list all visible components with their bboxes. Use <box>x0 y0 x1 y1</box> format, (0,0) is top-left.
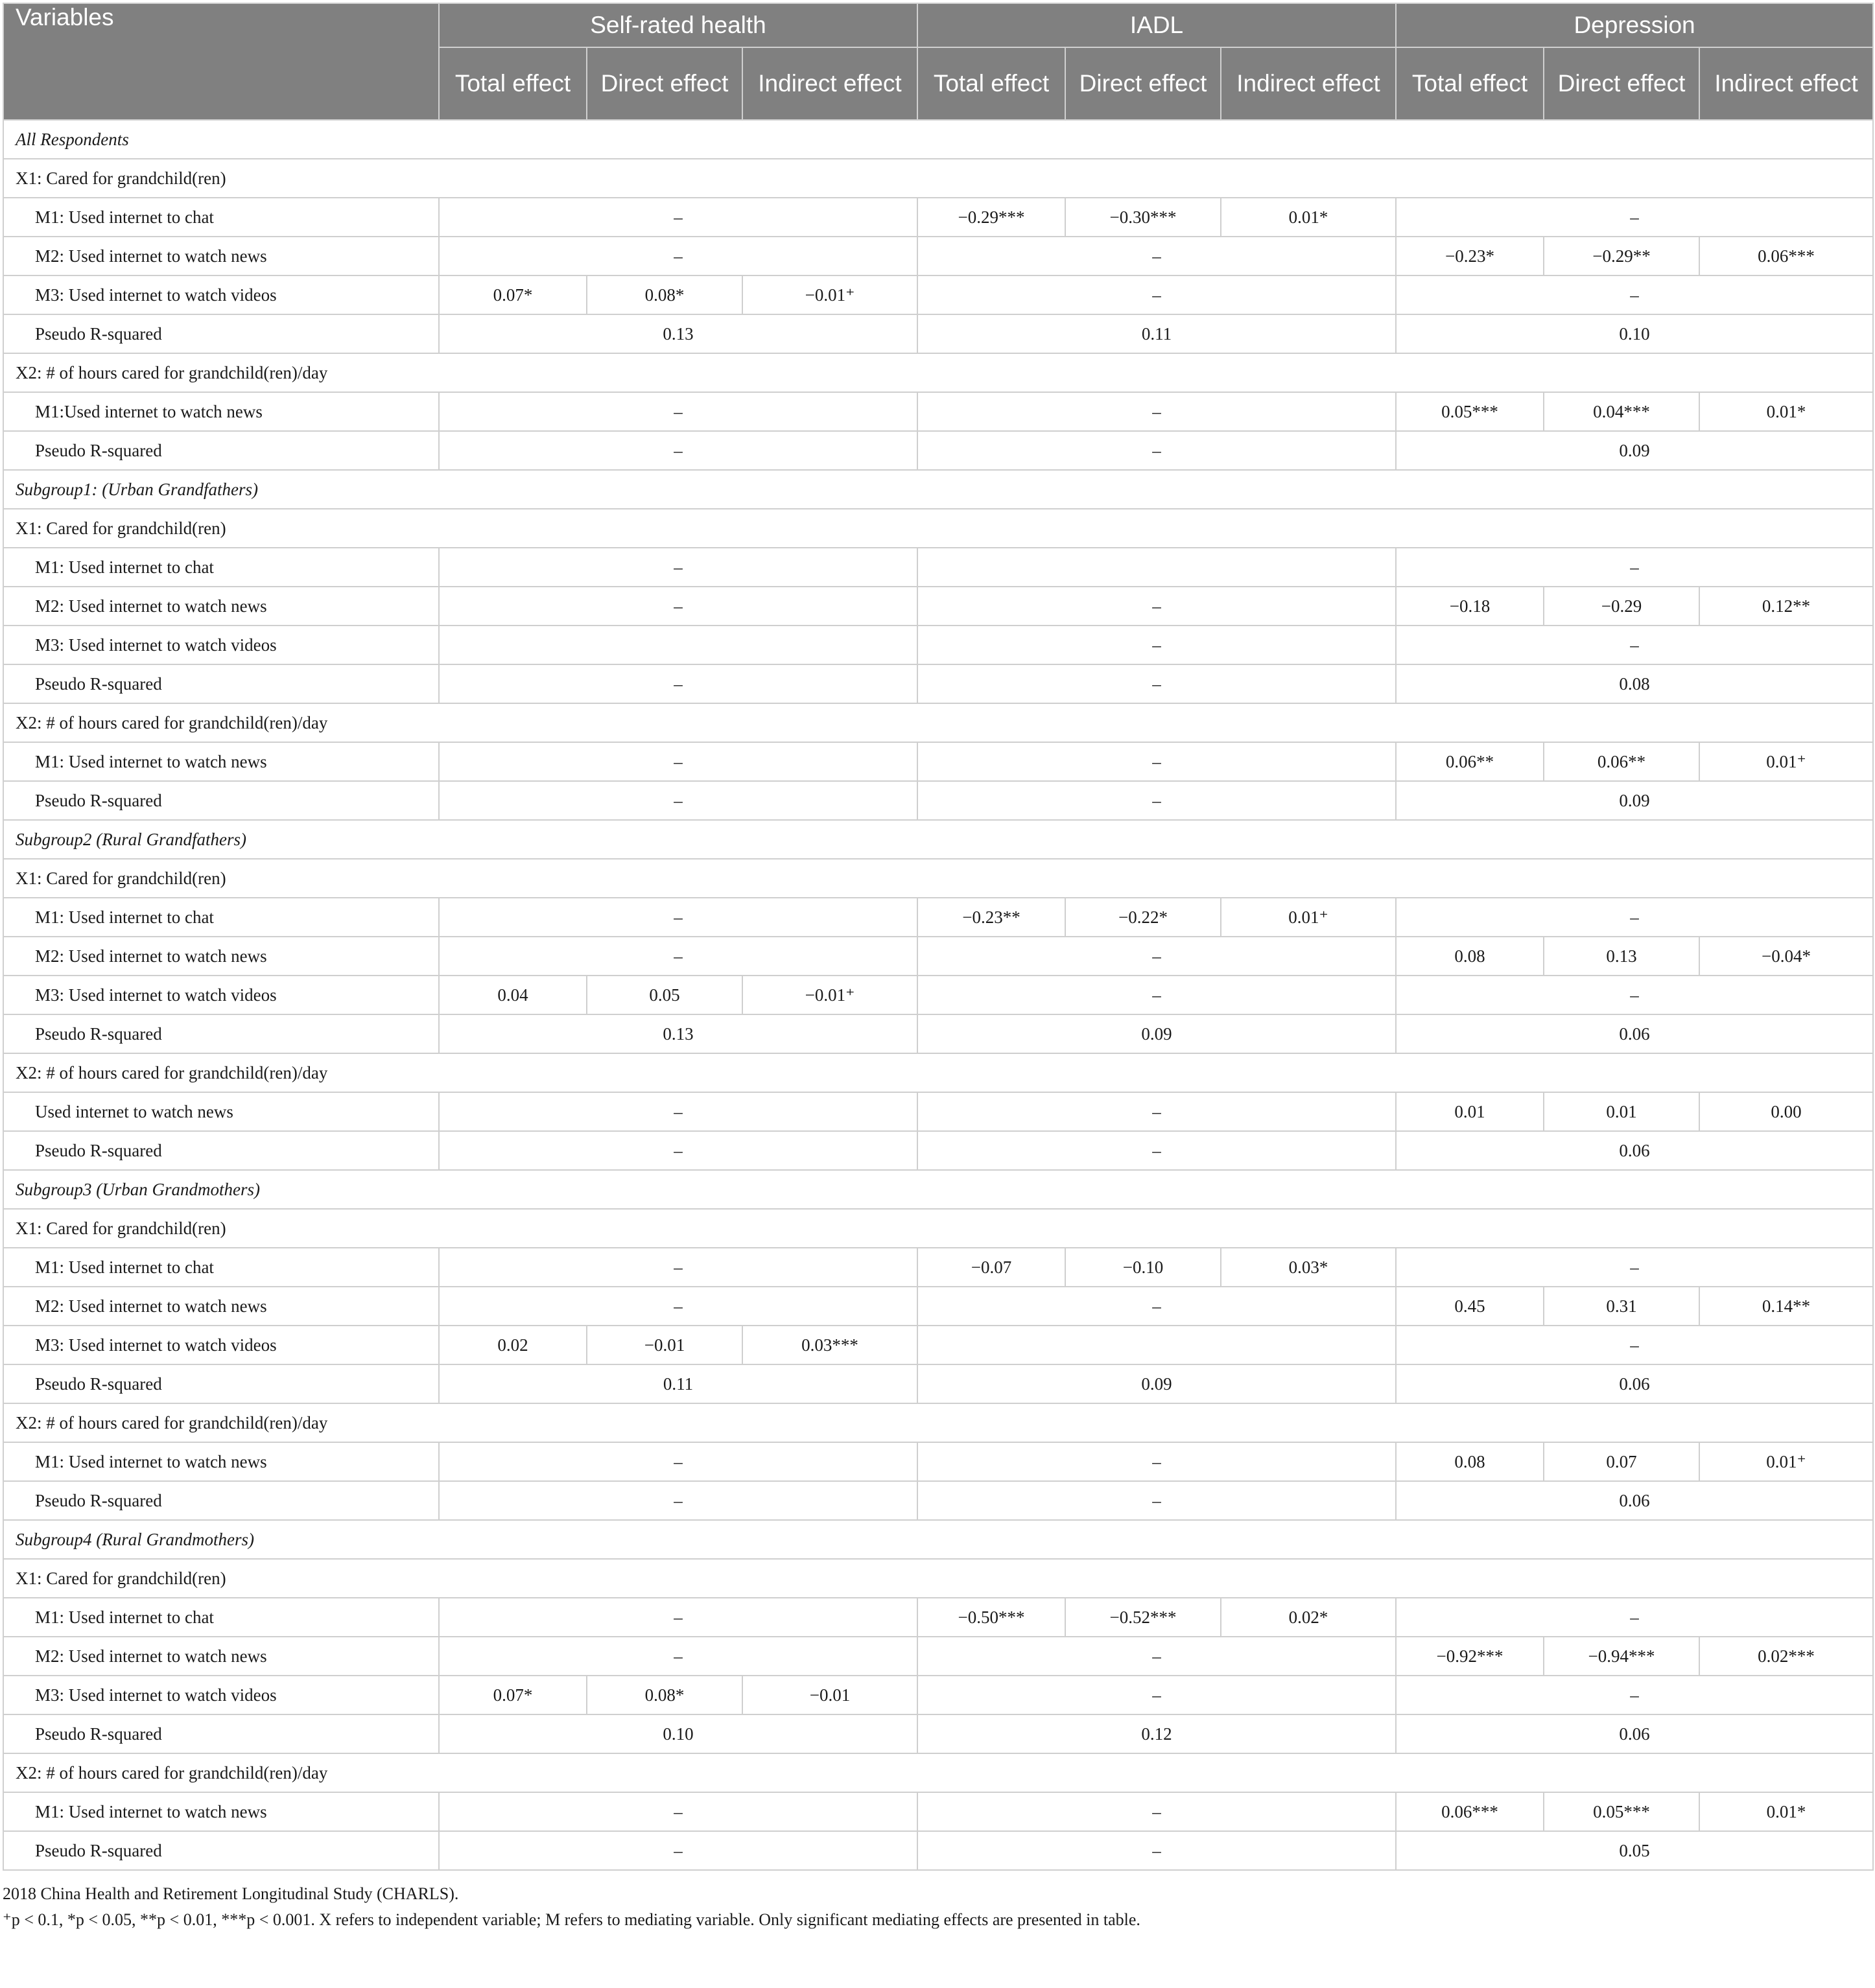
row-label: Pseudo R-squared <box>3 431 439 470</box>
table-row <box>3 937 1873 976</box>
row-label: M1: Used internet to watch news <box>3 742 439 781</box>
footnote-significance: ⁺p < 0.1, *p < 0.05, **p < 0.01, ***p < 0.001. X refers to independent variable; M refers to mediating variable. Only significant mediating effects are presented in table. <box>3 1910 1140 1929</box>
srh-merged-cell: – <box>439 781 917 820</box>
footnote-source: 2018 China Health and Retirement Longitudinal Study (CHARLS). <box>3 1884 459 1903</box>
iadl-total-effect-header: Total effect <box>917 47 1065 120</box>
table-row <box>3 742 1873 781</box>
iadl-value-cell: −0.29*** <box>917 198 1065 237</box>
dep-value-cell: −0.29** <box>1544 237 1699 275</box>
section-label: Subgroup2 (Rural Grandfathers) <box>3 820 1873 859</box>
row-label: M1: Used internet to chat <box>3 548 439 587</box>
table-row <box>3 664 1873 703</box>
row-label: M2: Used internet to watch news <box>3 1287 439 1326</box>
dep-merged-cell: 0.06 <box>1396 1131 1873 1170</box>
dep-merged-cell: 0.06 <box>1396 1014 1873 1053</box>
dep-value-cell: 0.06*** <box>1396 1792 1544 1831</box>
table-row <box>3 1326 1873 1364</box>
iadl-value-cell: −0.52*** <box>1065 1598 1221 1637</box>
section-label: Subgroup3 (Urban Grandmothers) <box>3 1170 1873 1209</box>
srh-value-cell: 0.04 <box>439 976 587 1014</box>
dep-value-cell: 0.05*** <box>1544 1792 1699 1831</box>
table-row <box>3 1442 1873 1481</box>
iadl-header: IADL <box>917 3 1396 47</box>
dep-value-cell: 0.13 <box>1544 937 1699 976</box>
srh-merged-cell: – <box>439 1637 917 1676</box>
dep-indirect-effect-header: Indirect effect <box>1699 47 1873 120</box>
srh-merged-cell: – <box>439 1092 917 1131</box>
srh-merged-cell: – <box>439 1792 917 1831</box>
row-label: M1: Used internet to chat <box>3 1248 439 1287</box>
iadl-merged-cell: 0.12 <box>917 1714 1396 1753</box>
iadl-merged-cell: – <box>917 1481 1396 1520</box>
srh-merged-cell: – <box>439 664 917 703</box>
srh-value-cell: −0.01⁺ <box>742 275 917 314</box>
table-row <box>3 431 1873 470</box>
iadl-merged-cell: – <box>917 392 1396 431</box>
iadl-merged-cell: 0.11 <box>917 314 1396 353</box>
iadl-merged-cell: – <box>917 1831 1396 1870</box>
dep-total-effect-header: Total effect <box>1396 47 1544 120</box>
iadl-value-cell: −0.10 <box>1065 1248 1221 1287</box>
srh-merged-cell: 0.13 <box>439 314 917 353</box>
row-label: Pseudo R-squared <box>3 1481 439 1520</box>
iadl-value-cell: −0.30*** <box>1065 198 1221 237</box>
iadl-merged-cell: – <box>917 1676 1396 1714</box>
dep-value-cell: 0.31 <box>1544 1287 1699 1326</box>
table-row <box>3 198 1873 237</box>
iadl-merged-cell <box>917 548 1396 587</box>
srh-value-cell: 0.07* <box>439 1676 587 1714</box>
table-row <box>3 1364 1873 1403</box>
table-row <box>3 1637 1873 1676</box>
section-row <box>3 820 1873 859</box>
group-row <box>3 1403 1873 1442</box>
srh-merged-cell: – <box>439 742 917 781</box>
iadl-value-cell: 0.01* <box>1221 198 1396 237</box>
section-label: All Respondents <box>3 120 1873 159</box>
row-label: M1:Used internet to watch news <box>3 392 439 431</box>
iadl-value-cell: −0.50*** <box>917 1598 1065 1637</box>
table-row <box>3 587 1873 626</box>
group-label: X1: Cared for grandchild(ren) <box>3 159 1873 198</box>
results-table-container <box>3 3 1872 1933</box>
dep-merged-cell: – <box>1396 548 1873 587</box>
group-label: X2: # of hours cared for grandchild(ren)/day <box>3 1753 1873 1792</box>
row-label: Pseudo R-squared <box>3 1364 439 1403</box>
srh-merged-cell: – <box>439 898 917 937</box>
row-label: M2: Used internet to watch news <box>3 587 439 626</box>
iadl-merged-cell: – <box>917 626 1396 664</box>
srh-merged-cell: – <box>439 1287 917 1326</box>
table-row <box>3 314 1873 353</box>
group-label: X1: Cared for grandchild(ren) <box>3 1559 1873 1598</box>
srh-value-cell: 0.07* <box>439 275 587 314</box>
iadl-merged-cell: – <box>917 275 1396 314</box>
iadl-merged-cell: – <box>917 431 1396 470</box>
srh-merged-cell: – <box>439 392 917 431</box>
iadl-value-cell: −0.07 <box>917 1248 1065 1287</box>
row-label: M1: Used internet to watch news <box>3 1792 439 1831</box>
srh-merged-cell: – <box>439 1481 917 1520</box>
iadl-merged-cell: – <box>917 742 1396 781</box>
iadl-indirect-effect-header: Indirect effect <box>1221 47 1396 120</box>
srh-total-effect-header: Total effect <box>439 47 587 120</box>
row-label: Used internet to watch news <box>3 1092 439 1131</box>
dep-merged-cell: 0.09 <box>1396 431 1873 470</box>
table-header <box>3 3 1873 120</box>
iadl-merged-cell: – <box>917 1287 1396 1326</box>
depression-header: Depression <box>1396 3 1873 47</box>
self-rated-health-header: Self-rated health <box>439 3 917 47</box>
dep-merged-cell: – <box>1396 275 1873 314</box>
table-row <box>3 976 1873 1014</box>
section-row <box>3 1170 1873 1209</box>
dep-value-cell: −0.04* <box>1699 937 1873 976</box>
dep-value-cell: −0.23* <box>1396 237 1544 275</box>
mediation-effects-table <box>3 3 1874 1871</box>
group-row <box>3 1559 1873 1598</box>
dep-value-cell: −0.94*** <box>1544 1637 1699 1676</box>
row-label: Pseudo R-squared <box>3 664 439 703</box>
iadl-merged-cell: – <box>917 1442 1396 1481</box>
dep-value-cell: 0.01 <box>1544 1092 1699 1131</box>
dep-merged-cell: – <box>1396 1676 1873 1714</box>
srh-merged-cell: – <box>439 1442 917 1481</box>
table-row <box>3 1598 1873 1637</box>
iadl-merged-cell: – <box>917 587 1396 626</box>
row-label: Pseudo R-squared <box>3 1831 439 1870</box>
dep-value-cell: 0.01⁺ <box>1699 742 1873 781</box>
group-row <box>3 859 1873 898</box>
dep-value-cell: 0.08 <box>1396 1442 1544 1481</box>
group-row <box>3 159 1873 198</box>
table-body <box>3 120 1873 1870</box>
group-row <box>3 353 1873 392</box>
table-row <box>3 626 1873 664</box>
row-label: M3: Used internet to watch videos <box>3 275 439 314</box>
srh-merged-cell: – <box>439 548 917 587</box>
row-label: M2: Used internet to watch news <box>3 1637 439 1676</box>
section-row <box>3 120 1873 159</box>
group-label: X2: # of hours cared for grandchild(ren)/day <box>3 1403 1873 1442</box>
srh-merged-cell: – <box>439 937 917 976</box>
group-row <box>3 1753 1873 1792</box>
srh-value-cell: 0.02 <box>439 1326 587 1364</box>
group-label: X2: # of hours cared for grandchild(ren)/day <box>3 703 1873 742</box>
iadl-value-cell: −0.22* <box>1065 898 1221 937</box>
srh-value-cell: 0.05 <box>587 976 742 1014</box>
row-label: Pseudo R-squared <box>3 1131 439 1170</box>
row-label: M3: Used internet to watch videos <box>3 626 439 664</box>
srh-merged-cell: 0.11 <box>439 1364 917 1403</box>
dep-merged-cell: 0.06 <box>1396 1481 1873 1520</box>
iadl-merged-cell: – <box>917 664 1396 703</box>
srh-direct-effect-header: Direct effect <box>587 47 742 120</box>
dep-merged-cell: – <box>1396 1598 1873 1637</box>
dep-value-cell: 0.01* <box>1699 1792 1873 1831</box>
row-label: M3: Used internet to watch videos <box>3 976 439 1014</box>
srh-merged-cell: – <box>439 237 917 275</box>
srh-merged-cell: 0.13 <box>439 1014 917 1053</box>
iadl-merged-cell: – <box>917 1131 1396 1170</box>
iadl-merged-cell: – <box>917 1792 1396 1831</box>
srh-value-cell: −0.01⁺ <box>742 976 917 1014</box>
row-label: M1: Used internet to chat <box>3 198 439 237</box>
iadl-merged-cell: – <box>917 1637 1396 1676</box>
dep-value-cell: 0.02*** <box>1699 1637 1873 1676</box>
srh-merged-cell: – <box>439 587 917 626</box>
dep-merged-cell: – <box>1396 976 1873 1014</box>
dep-merged-cell: – <box>1396 1326 1873 1364</box>
row-label: Pseudo R-squared <box>3 1714 439 1753</box>
iadl-merged-cell: – <box>917 976 1396 1014</box>
table-row <box>3 1014 1873 1053</box>
dep-direct-effect-header: Direct effect <box>1544 47 1699 120</box>
dep-value-cell: −0.18 <box>1396 587 1544 626</box>
row-label: M3: Used internet to watch videos <box>3 1326 439 1364</box>
dep-merged-cell: – <box>1396 198 1873 237</box>
dep-value-cell: −0.92*** <box>1396 1637 1544 1676</box>
table-row <box>3 392 1873 431</box>
dep-merged-cell: 0.10 <box>1396 314 1873 353</box>
iadl-merged-cell: 0.09 <box>917 1364 1396 1403</box>
group-row <box>3 703 1873 742</box>
srh-value-cell: 0.08* <box>587 1676 742 1714</box>
row-label: M1: Used internet to chat <box>3 898 439 937</box>
row-label: Pseudo R-squared <box>3 781 439 820</box>
dep-merged-cell: 0.09 <box>1396 781 1873 820</box>
row-label: M3: Used internet to watch videos <box>3 1676 439 1714</box>
dep-value-cell: −0.29 <box>1544 587 1699 626</box>
dep-value-cell: 0.45 <box>1396 1287 1544 1326</box>
table-row <box>3 548 1873 587</box>
iadl-value-cell: 0.03* <box>1221 1248 1396 1287</box>
dep-value-cell: 0.06*** <box>1699 237 1873 275</box>
dep-value-cell: 0.08 <box>1396 937 1544 976</box>
section-label: Subgroup4 (Rural Grandmothers) <box>3 1520 1873 1559</box>
dep-merged-cell: 0.08 <box>1396 664 1873 703</box>
dep-merged-cell: 0.05 <box>1396 1831 1873 1870</box>
group-label: X1: Cared for grandchild(ren) <box>3 1209 1873 1248</box>
table-row <box>3 898 1873 937</box>
row-label: M2: Used internet to watch news <box>3 237 439 275</box>
table-row <box>3 781 1873 820</box>
row-label: M1: Used internet to chat <box>3 1598 439 1637</box>
group-row <box>3 509 1873 548</box>
dep-merged-cell: – <box>1396 898 1873 937</box>
table-row <box>3 1714 1873 1753</box>
srh-merged-cell: – <box>439 1248 917 1287</box>
srh-value-cell: −0.01 <box>587 1326 742 1364</box>
dep-merged-cell: – <box>1396 1248 1873 1287</box>
row-label: Pseudo R-squared <box>3 1014 439 1053</box>
srh-value-cell: −0.01 <box>742 1676 917 1714</box>
dep-value-cell: 0.06** <box>1544 742 1699 781</box>
table-row <box>3 1676 1873 1714</box>
group-label: X2: # of hours cared for grandchild(ren)/day <box>3 1053 1873 1092</box>
srh-merged-cell: – <box>439 1831 917 1870</box>
row-label: M2: Used internet to watch news <box>3 937 439 976</box>
iadl-merged-cell: 0.09 <box>917 1014 1396 1053</box>
table-row <box>3 1287 1873 1326</box>
srh-merged-cell: 0.10 <box>439 1714 917 1753</box>
dep-merged-cell: – <box>1396 626 1873 664</box>
iadl-merged-cell: – <box>917 937 1396 976</box>
dep-value-cell: 0.14** <box>1699 1287 1873 1326</box>
srh-merged-cell: – <box>439 1598 917 1637</box>
dep-value-cell: 0.01 <box>1396 1092 1544 1131</box>
iadl-merged-cell: – <box>917 781 1396 820</box>
iadl-merged-cell: – <box>917 237 1396 275</box>
iadl-merged-cell <box>917 1326 1396 1364</box>
srh-value-cell: 0.08* <box>587 275 742 314</box>
section-label: Subgroup1: (Urban Grandfathers) <box>3 470 1873 509</box>
iadl-direct-effect-header: Direct effect <box>1065 47 1221 120</box>
dep-value-cell: 0.05*** <box>1396 392 1544 431</box>
row-label: M1: Used internet to watch news <box>3 1442 439 1481</box>
section-row <box>3 1520 1873 1559</box>
row-label: Pseudo R-squared <box>3 314 439 353</box>
iadl-value-cell: −0.23** <box>917 898 1065 937</box>
dep-value-cell: 0.07 <box>1544 1442 1699 1481</box>
dep-value-cell: 0.04*** <box>1544 392 1699 431</box>
table-row <box>3 1831 1873 1870</box>
srh-value-cell: 0.03*** <box>742 1326 917 1364</box>
dep-value-cell: 0.00 <box>1699 1092 1873 1131</box>
group-row <box>3 1053 1873 1092</box>
srh-merged-cell <box>439 626 917 664</box>
dep-value-cell: 0.01⁺ <box>1699 1442 1873 1481</box>
table-row <box>3 1248 1873 1287</box>
group-label: X1: Cared for grandchild(ren) <box>3 509 1873 548</box>
dep-value-cell: 0.01* <box>1699 392 1873 431</box>
srh-merged-cell: – <box>439 1131 917 1170</box>
section-row <box>3 470 1873 509</box>
variables-header: Variables <box>3 3 439 120</box>
table-footnotes <box>3 1881 1872 1933</box>
group-label: X2: # of hours cared for grandchild(ren)/day <box>3 353 1873 392</box>
iadl-value-cell: 0.02* <box>1221 1598 1396 1637</box>
table-row <box>3 1092 1873 1131</box>
table-row <box>3 275 1873 314</box>
dep-value-cell: 0.06** <box>1396 742 1544 781</box>
table-row <box>3 237 1873 275</box>
table-row <box>3 1131 1873 1170</box>
iadl-merged-cell: – <box>917 1092 1396 1131</box>
srh-merged-cell: – <box>439 198 917 237</box>
srh-merged-cell: – <box>439 431 917 470</box>
table-row <box>3 1481 1873 1520</box>
srh-indirect-effect-header: Indirect effect <box>742 47 917 120</box>
iadl-value-cell: 0.01⁺ <box>1221 898 1396 937</box>
group-row <box>3 1209 1873 1248</box>
table-row <box>3 1792 1873 1831</box>
group-label: X1: Cared for grandchild(ren) <box>3 859 1873 898</box>
dep-merged-cell: 0.06 <box>1396 1714 1873 1753</box>
dep-merged-cell: 0.06 <box>1396 1364 1873 1403</box>
dep-value-cell: 0.12** <box>1699 587 1873 626</box>
